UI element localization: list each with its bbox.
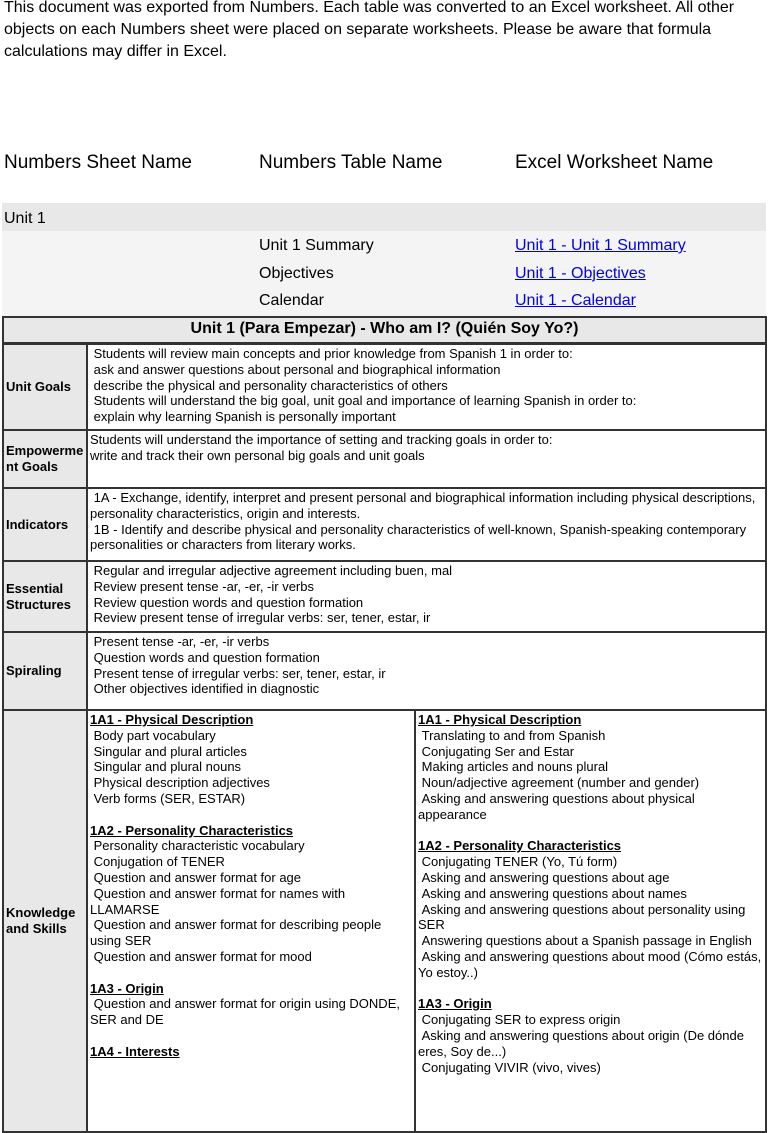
section-item: Noun/adjective agreement (number and gender)	[418, 775, 700, 791]
section-item: Verb forms (SER, ESTAR)	[90, 790, 246, 806]
knowledge-right-column	[415, 710, 766, 1132]
unit-title: Unit 1 (Para Empezar) - Who am I? (Quién Soy Yo?)	[3, 317, 766, 344]
sheet-name: Unit 1	[4, 210, 46, 227]
section-spacer	[418, 823, 763, 839]
section-heading: 1A2 - Personality Characteristics	[418, 838, 622, 854]
section-item: Answering questions about a Spanish passage in English	[418, 933, 752, 949]
section-heading: 1A1 - Physical Description	[418, 712, 582, 727]
section-item: Asking and answering questions about mood (Cómo estás, Yo estoy..)	[418, 948, 765, 980]
table-name-1: Objectives	[259, 265, 334, 282]
table-name-0: Unit 1 Summary	[259, 237, 374, 254]
content-line: Students will review main concepts and prior knowledge from Spanish 1 in order to:	[90, 346, 573, 361]
section-heading: 1A3 - Origin	[90, 980, 164, 996]
section-item: Question and answer format for names with LLAMARSE	[90, 885, 349, 917]
content-line: Students will understand the importance of setting and tracking goals in order to:	[90, 432, 553, 447]
section-item: Conjugating TENER (Yo, Tú form)	[418, 854, 618, 870]
content-line: Present tense of irregular verbs: ser, tener, estar, ir	[90, 665, 386, 681]
sheet-group-row	[2, 203, 766, 231]
content-line: explain why learning Spanish is personally important	[90, 409, 396, 425]
content-line: Review present tense of irregular verbs: ser, tener, estar, ir	[90, 610, 431, 626]
section-item: Question and answer format for mood	[90, 948, 312, 964]
row-label: Spiraling	[3, 632, 87, 710]
row-label: Essential Structures	[3, 561, 87, 632]
content-line: 1B - Identify and describe physical and personality characteristics of well-known, Spanish-speaking contemporary personalities or characters from literary works.	[90, 521, 750, 553]
section-heading: 1A1 - Physical Description	[90, 712, 254, 727]
section-item: Physical description adjectives	[90, 775, 270, 791]
worksheet-link-1[interactable]: Unit 1 - Objectives	[515, 265, 646, 282]
section-item: Conjugation of TENER	[90, 854, 225, 870]
section-spacer	[90, 807, 412, 823]
unit-row	[3, 561, 766, 632]
content-line: Regular and irregular adjective agreement including buen, mal	[90, 563, 453, 578]
section-item: Question and answer format for describing people using SER	[90, 917, 385, 949]
row-label: Indicators	[3, 488, 87, 561]
worksheet-link-0[interactable]: Unit 1 - Unit 1 Summary	[515, 237, 686, 254]
row-label: Empowerme nt Goals	[3, 430, 87, 488]
header-worksheet-name: Excel Worksheet Name	[515, 152, 714, 173]
content-line: 1A - Exchange, identify, interpret and present personal and biographical information including physical descriptions, personality characteristics, origin and interests.	[90, 490, 759, 521]
section-item: Personality characteristic vocabulary	[90, 838, 305, 854]
content-line: Review present tense -ar, -er, -ir verbs	[90, 578, 314, 594]
knowledge-row	[3, 710, 766, 1132]
section-item: Singular and plural nouns	[90, 759, 242, 775]
knowledge-label: Knowledge and Skills	[3, 710, 87, 1132]
content-line: Question words and question formation	[90, 649, 320, 665]
section-item: Conjugating VIVIR (vivo, vives)	[418, 1059, 601, 1075]
sheet-table-rows	[2, 231, 766, 316]
unit-row	[3, 430, 766, 488]
content-line: write and track their own personal big goals and unit goals	[90, 447, 425, 463]
section-item: Body part vocabulary	[90, 727, 216, 743]
section-spacer	[90, 1028, 412, 1044]
section-item: Question and answer format for age	[90, 869, 302, 885]
unit-row	[3, 632, 766, 710]
content-line: Review question words and question formation	[90, 594, 364, 610]
knowledge-left-column	[87, 710, 415, 1132]
worksheet-link-2[interactable]: Unit 1 - Calendar	[515, 292, 636, 309]
section-heading: 1A3 - Origin	[418, 996, 492, 1012]
row-content	[87, 561, 766, 632]
section-item: Asking and answering questions about age	[418, 869, 670, 885]
section-item: Conjugating Ser and Estar	[418, 743, 575, 759]
section-item: Making articles and nouns plural	[418, 759, 609, 775]
intro-text: This document was exported from Numbers. Each table was converted to an Excel worksheet. All other objects on each Numbers sheet were placed on separate worksheets. Please be aware that formula calculations may differ in Excel.	[4, 0, 735, 60]
unit-row	[3, 344, 766, 431]
section-spacer	[90, 965, 412, 981]
section-heading: 1A2 - Personality Characteristics	[90, 822, 294, 838]
section-item: Asking and answering questions about personality using SER	[418, 901, 750, 933]
content-line: Students will understand the big goal, unit goal and importance of learning Spanish in order to:	[90, 393, 637, 409]
section-heading: 1A4 - Interests	[90, 1043, 180, 1059]
content-line: Other objectives identified in diagnostic	[90, 681, 320, 697]
row-content	[87, 488, 766, 561]
section-item: Question and answer format for origin using DONDE, SER and DE	[90, 996, 404, 1028]
content-line: Present tense -ar, -er, -ir verbs	[90, 634, 270, 649]
section-item: Asking and answering questions about names	[418, 885, 687, 901]
header-sheet-name: Numbers Sheet Name	[4, 152, 192, 173]
section-item: Asking and answering questions about physical appearance	[418, 790, 699, 822]
header-table-name: Numbers Table Name	[259, 152, 443, 173]
row-content	[87, 632, 766, 710]
section-item: Asking and answering questions about origin (De dónde eres, Soy de...)	[418, 1027, 748, 1059]
unit-summary-table	[2, 316, 767, 1133]
section-item: Singular and plural articles	[90, 743, 247, 759]
section-item: Conjugating SER to express origin	[418, 1012, 621, 1028]
content-line: ask and answer questions about personal and biographical information	[90, 361, 501, 377]
row-content	[87, 344, 766, 431]
row-label: Unit Goals	[3, 344, 87, 431]
row-content	[87, 430, 766, 488]
content-line: describe the physical and personality characteristics of others	[90, 377, 448, 393]
section-item: Translating to and from Spanish	[418, 727, 606, 743]
unit-row	[3, 488, 766, 561]
table-name-2: Calendar	[259, 292, 324, 309]
section-spacer	[418, 981, 763, 997]
